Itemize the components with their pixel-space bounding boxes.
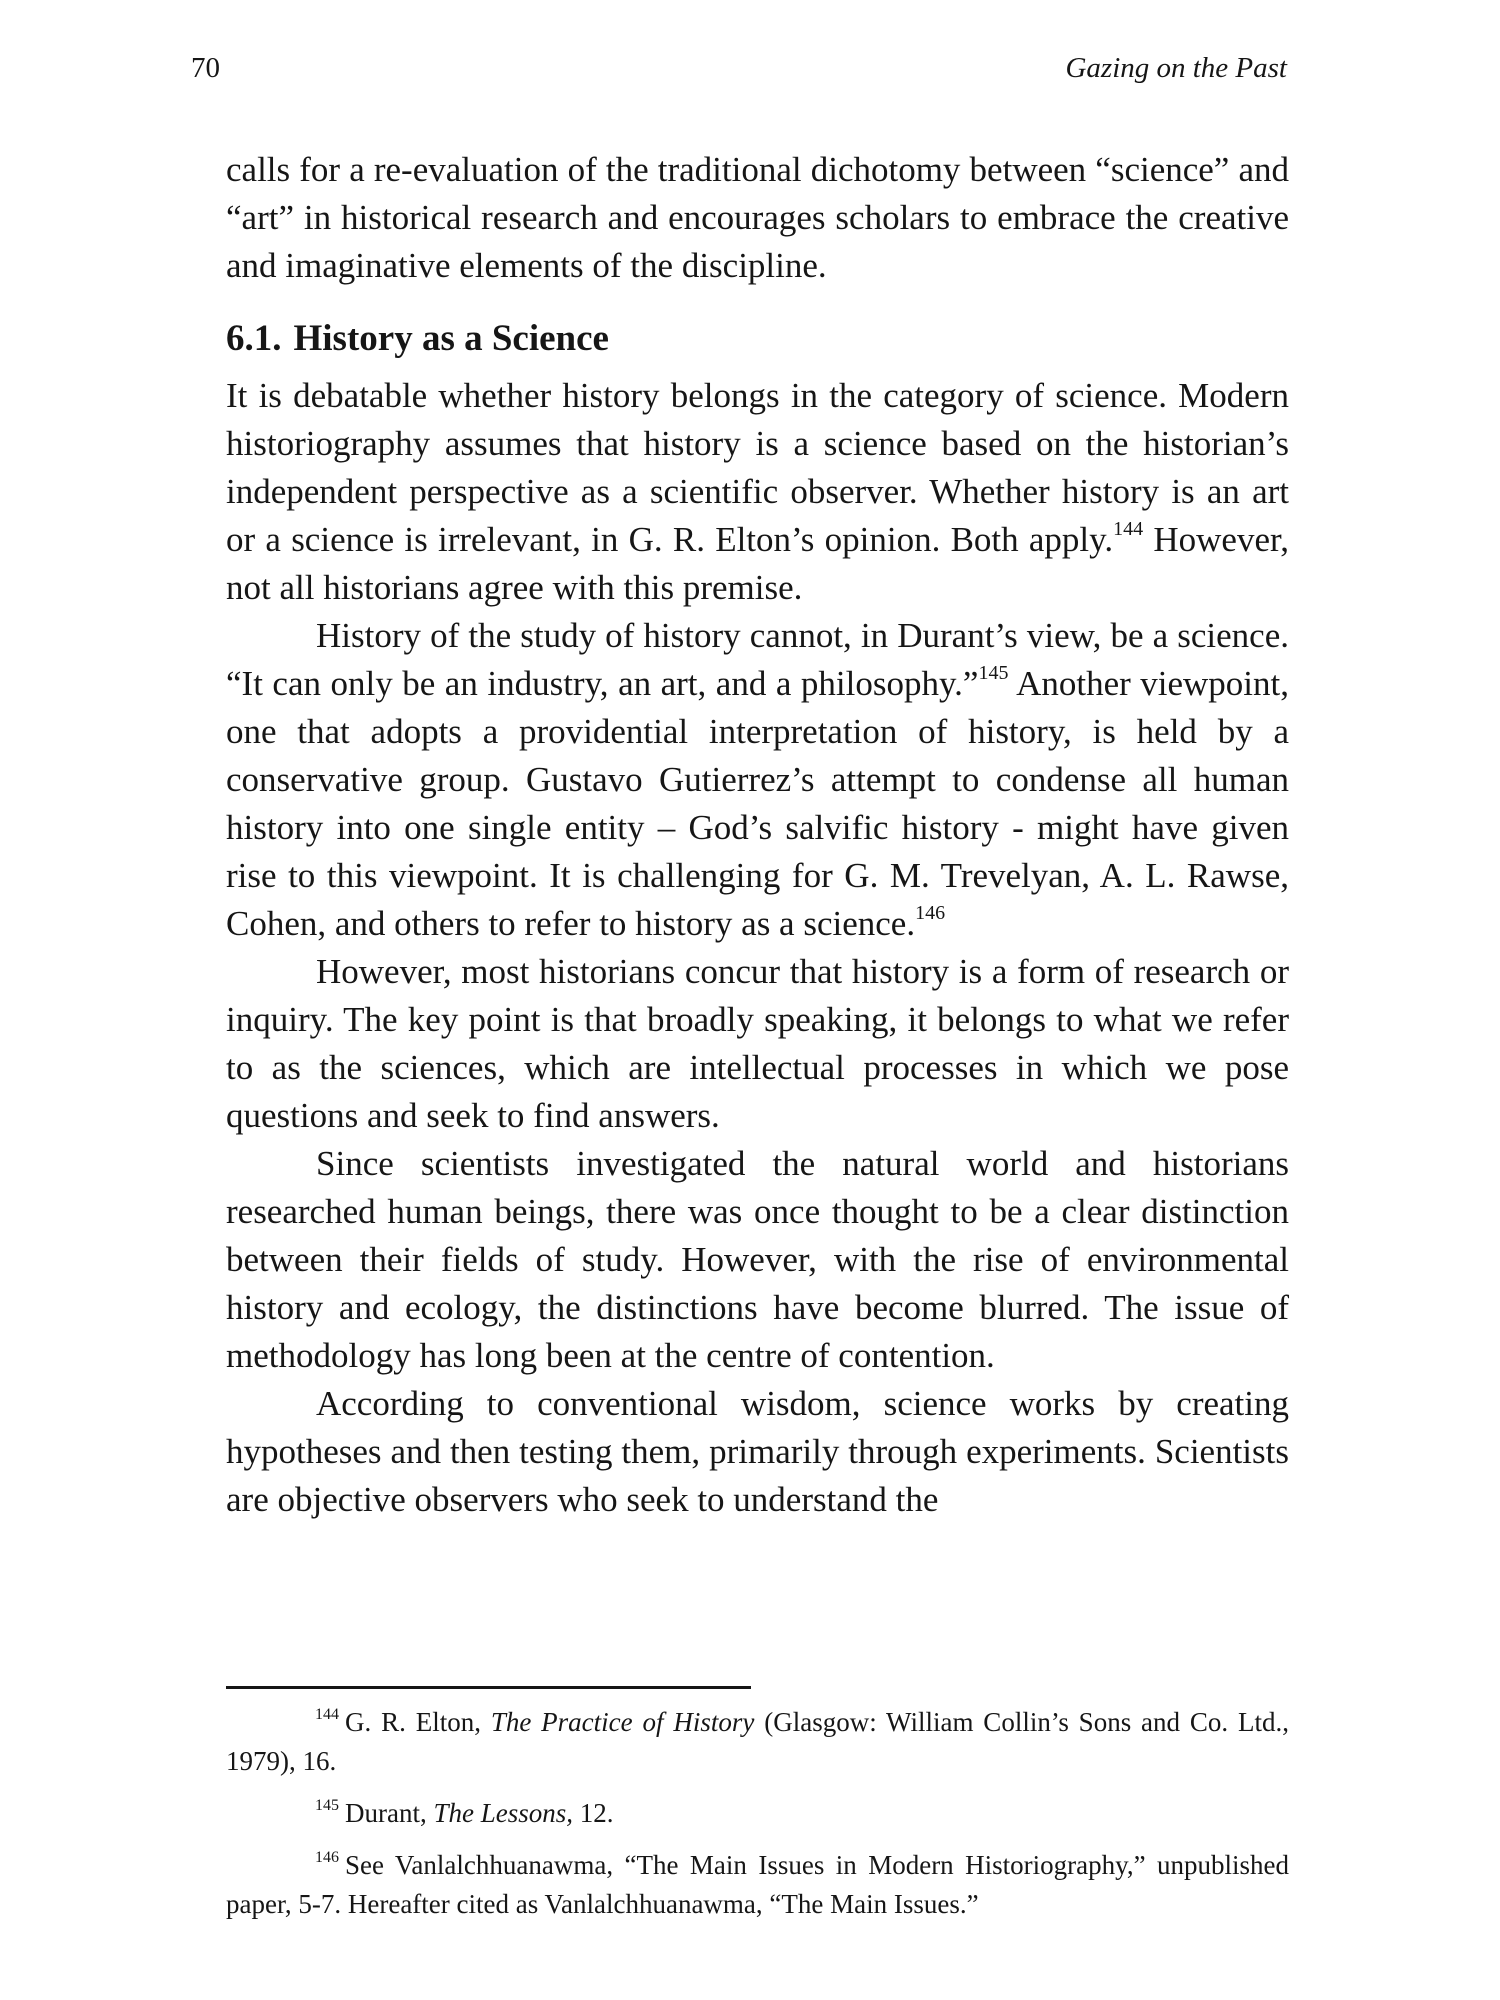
paragraph-2-text: History of the study of history cannot, in Durant’s view, be a science. “It can only be an industry, an art, and a philosophy.” [226, 616, 1289, 703]
running-title: Gazing on the Past [1065, 52, 1287, 84]
paragraph-1-tail: However, not all historians agree with this premise. [226, 520, 1289, 607]
section-heading [226, 312, 1289, 366]
paragraph-1 [226, 372, 1289, 612]
paragraph-2-tail: Another viewpoint, one that adopts a providential interpretation of history, is held by a conservative group. Gustavo Gutierrez’s attempt to condense all human history into one single entity – God’s salvific history - might have given rise to this viewpoint. It is challenging for G. M. Trevelyan, A. L. Rawse, Cohen, and others to refer to history as a science. [226, 664, 1290, 943]
footnotes [226, 1703, 1289, 1937]
footnote-title: The Practice of History [490, 1707, 755, 1737]
footnote-ref-144: 144 [1113, 518, 1144, 541]
footnote-text: G. R. Elton, [345, 1707, 491, 1737]
page-number: 70 [191, 52, 220, 84]
footnote-text: Durant, [345, 1798, 434, 1828]
paragraph-1-text: It is debatable whether history belongs in the category of science. Modern historiography assumes that history is a science based on the historian’s independent perspective as a scientific observer. Whether history is an art or a science is irrelevant, in G. R. Elton’s opinion. Both apply. [226, 376, 1289, 559]
footnote-text: See Vanlalchhuanawma, “The Main Issues in Modern Historiography,” unpublished paper, 5-7. Hereafter cited as Vanlalchhuanawma, “The Main Issues.” [226, 1850, 1289, 1919]
footnote-ref-145: 145 [978, 662, 1009, 685]
footnote-title: The Lessons, [433, 1798, 574, 1828]
main-text [226, 146, 1289, 1524]
footnote-text: 12. [573, 1798, 614, 1828]
footnote-144 [226, 1703, 1289, 1781]
footnote-146 [226, 1846, 1289, 1924]
footnote-number: 144 [315, 1706, 339, 1723]
section-number: 6.1. [226, 318, 282, 359]
footnote-number: 146 [315, 1849, 339, 1866]
paragraph-2 [226, 612, 1289, 948]
paragraph-4: Since scientists investigated the natural world and historians researched human beings, there was once thought to be a clear distinction between their fields of study. However, with the rise of environmental history and ecology, the distinctions have become blurred. The issue of methodology has long been at the centre of contention. [226, 1144, 1289, 1375]
footnote-145 [226, 1794, 1289, 1833]
intro-paragraph: calls for a re-evaluation of the traditional dichotomy between “science” and “art” in historical research and encourages scholars to embrace the creative and imaginative elements of the discipline. [226, 150, 1289, 285]
paragraph-5: According to conventional wisdom, science works by creating hypotheses and then testing them, primarily through experiments. Scientists are objective observers who seek to understand the [226, 1384, 1289, 1519]
footnote-text: (Glasgow: William Collin’s Sons and Co. Ltd., 1979), 16. [226, 1707, 1290, 1776]
footnote-number: 145 [315, 1797, 339, 1814]
footnote-divider [226, 1686, 751, 1689]
paragraph-3: However, most historians concur that history is a form of research or inquiry. The key point is that broadly speaking, it belongs to what we refer to as the sciences, which are intellectual processes in which we pose questions and seek to find answers. [226, 952, 1289, 1135]
section-title: History as a Science [293, 318, 609, 359]
footnote-ref-146: 146 [915, 902, 946, 925]
running-head [0, 52, 1500, 92]
